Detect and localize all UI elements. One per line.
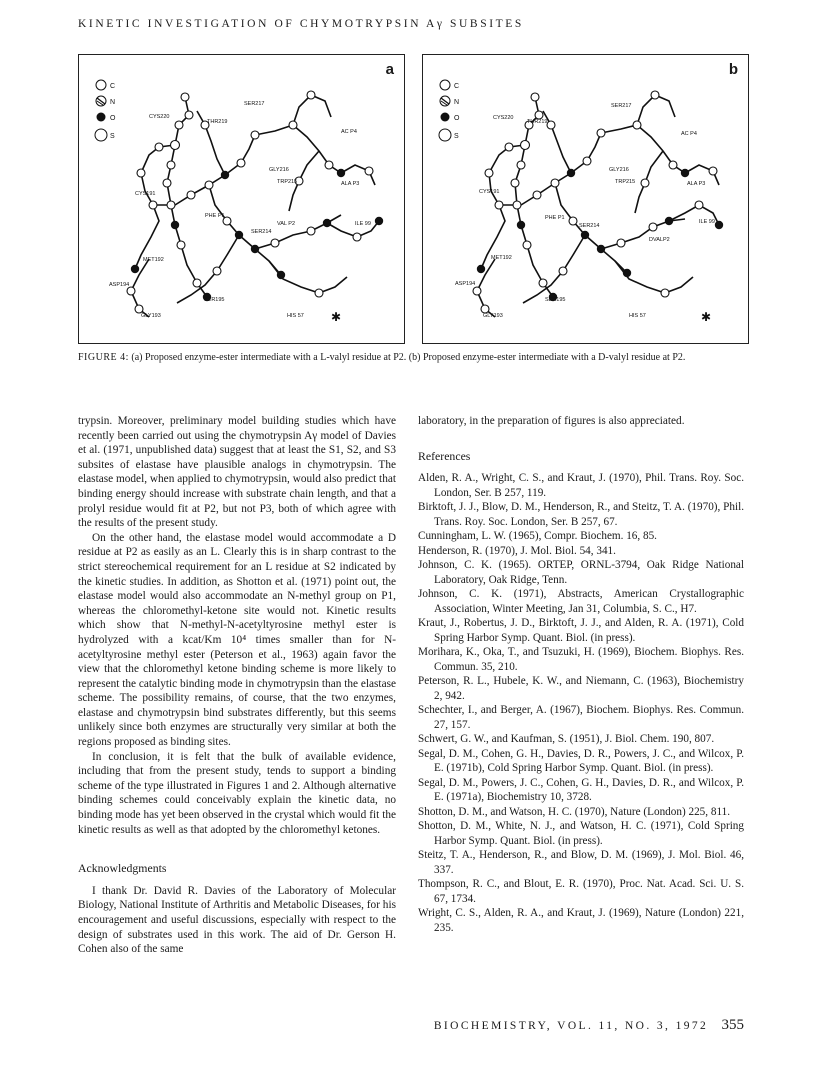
journal-citation: BIOCHEMISTRY, VOL. 11, NO. 3, 1972 — [433, 1020, 709, 1032]
residue-label: THR219 — [207, 119, 228, 125]
residue-label: PHE P1 — [205, 213, 225, 219]
residue-label: HIS 57 — [629, 313, 646, 319]
residue-label: GLY193 — [141, 313, 161, 319]
residue-label: MET192 — [143, 257, 164, 263]
residue-label: ASP194 — [455, 281, 476, 287]
reference-item: Steitz, T. A., Henderson, R., and Blow, D. M. (1969), J. Mol. Biol. 46, 337. — [418, 849, 744, 876]
oxygen-atoms-b — [477, 169, 723, 301]
reference-item: Kraut, J., Robertus, J. D., Birktoft, J. J., and Alden, R. A. (1971), Cold Spring Harbor Symp. Quant. Biol. (in press). — [418, 617, 744, 644]
legend-label: O — [454, 115, 460, 122]
panel-letter-a: a — [385, 61, 394, 78]
asterisk-marker: ✱ — [331, 310, 342, 324]
legend-label: S — [454, 133, 459, 140]
residue-label: TRP215 — [277, 179, 298, 185]
residue-label: GLY193 — [483, 313, 503, 319]
residue-label: ILE 99 — [355, 221, 371, 227]
page-number: 355 — [721, 1017, 744, 1033]
residue-label: SER195 — [545, 297, 566, 303]
molecule-diagram-b — [423, 55, 748, 343]
acknowledgments-heading: Acknowledgments — [78, 861, 167, 876]
residue-label: ALA P3 — [341, 181, 360, 187]
running-head: KINETIC INVESTIGATION OF CHYMOTRYPSIN Aγ SUBSITES — [78, 18, 524, 30]
reference-list — [418, 471, 744, 935]
right-column — [418, 414, 744, 935]
page-footer — [418, 1017, 744, 1034]
residue-label: CYS220 — [493, 115, 514, 121]
figure-panel-a — [78, 54, 405, 344]
residue-label: TRP215 — [615, 179, 636, 185]
legend-label: N — [454, 99, 460, 106]
residue-label: GLY216 — [609, 167, 629, 173]
body-paragraph: In conclusion, it is felt that the bulk of available evidence, including that from the present study, tends to support a binding scheme of the type illustrated in Figures 1 and 2. Although alternative binding schemes could conceivably explain the kinetic data, no binding mode has yet been observed in the crystal which would fit the kinetic results as well as that adopted by the chloromethyl ketones. — [78, 750, 396, 836]
legend-a — [95, 80, 116, 141]
figure-panel-b — [422, 54, 749, 344]
residue-label: HIS 57 — [287, 313, 304, 319]
molecule-diagram-a — [79, 55, 404, 343]
residue-label: AC P4 — [341, 129, 357, 135]
body-paragraph: On the other hand, the elastase model would accommodate a D residue at P2 as easily as an L. Clearly this is in sharp contrast to the strict stereochemical requirement for an L residue at S2 indicated by the kinetic studies. In addition, as Shotton et al. (1971) point out, the elastase model would also accommodate an N-methyl group on P1, whereas the chloromethyl-ketone site would not. Kinetic results which show that N-methyl-N-acetyltyrosine methyl ester is hydrolyzed with a kcat/Km 10⁴ times smaller than for N-acetyltyrosine methyl ester (Peterson et al., 1963) again favor the view that the chloromethyl ketone binding scheme is more likely to represent the catalytic binding mode in chymotrypsin than the elastase scheme. The possibility remains, of course, that the two enzymes, elastase and chymotrypsin bind substrates differently, but this seems unlikely since both enzymes are structurally very similar at both the regions proposed as binding sites. — [78, 531, 396, 749]
reference-item: Schwert, G. W., and Kaufman, S. (1951), J. Biol. Chem. 190, 807. — [418, 733, 715, 746]
reference-item: Cunningham, L. W. (1965), Compr. Biochem. 16, 85. — [418, 530, 657, 543]
legend-label: O — [110, 115, 116, 122]
residue-label: GLY216 — [269, 167, 289, 173]
residue-label: SER214 — [251, 229, 272, 235]
residue-label: CYS220 — [149, 114, 170, 120]
residue-label: ILE 99 — [699, 219, 715, 225]
residue-label: ASP194 — [109, 282, 130, 288]
residue-label: VAL P2 — [277, 221, 296, 227]
legend-b — [439, 80, 460, 141]
reference-item: Johnson, C. K. (1971), Abstracts, American Crystallographic Association, Winter Meeting, Jan 31, Columbia, S. C., H7. — [418, 588, 744, 615]
residue-label: THR219 — [527, 119, 548, 125]
residue-label: CYS191 — [479, 189, 500, 195]
reference-item: Schechter, I., and Berger, A. (1967), Biochem. Biophys. Res. Commun. 27, 157. — [418, 704, 744, 731]
residue-label: SER195 — [204, 297, 225, 303]
caption-label: FIGURE 4: — [78, 352, 129, 363]
legend-label: S — [110, 133, 115, 140]
reference-item: Morihara, K., Oka, T., and Tsuzuki, H. (1969), Biochem. Biophys. Res. Commun. 35, 210. — [418, 646, 744, 673]
legend-label: N — [110, 99, 116, 106]
reference-item: Peterson, R. L., Hubele, K. W., and Niemann, C. (1963), Biochemistry 2, 942. — [418, 675, 744, 702]
body-paragraph: trypsin. Moreover, preliminary model building studies which have recently been carried out using the chymotrypsin Aγ model of Davies et al. (1971, unpublished data) suggest that at least the S1, S2, and S3 subsites of elastase have plausible analogs in chymotrypsin. The elastase model, when applied to chymotrypsin, would also predict that binding energy should increase with substrate chain length, and that a prolyl residue would fit at P2, but not P3, both of which agree with the results of the present study. — [78, 415, 396, 530]
residue-label: ALA P3 — [687, 181, 706, 187]
reference-item: Wright, C. S., Alden, R. A., and Kraut, J. (1969), Nature (London) 221, 235. — [418, 907, 744, 934]
reference-item: Alden, R. A., Wright, C. S., and Kraut, J. (1970), Phil. Trans. Roy. Soc. London, Ser. B 257, 119. — [418, 472, 744, 499]
reference-item: Shotton, D. M., White, N. J., and Watson, H. C. (1971), Cold Spring Harbor Symp. Quant. Biol. (in press). — [418, 820, 744, 847]
residue-labels-a — [109, 101, 371, 319]
residue-labels-b — [455, 103, 715, 319]
reference-item: Segal, D. M., Powers, J. C., Cohen, G. H., Davies, D. R., and Wilcox, P. E. (1971a), Biochemistry 10, 3728. — [418, 776, 744, 804]
atoms-b — [473, 91, 717, 313]
legend-label: C — [454, 83, 460, 90]
residue-label: SER217 — [244, 101, 265, 107]
reference-item: Shotton, D. M., and Watson, H. C. (1970), Nature (London) 225, 811. — [418, 805, 731, 818]
reference-item: Thompson, R. C., and Blout, E. R. (1970), Proc. Nat. Acad. Sci. U. S. 67, 1734. — [418, 878, 744, 905]
reference-item: Segal, D. M., Cohen, G. H., Davies, D. R., Powers, J. C., and Wilcox, P. E. (1971b), Cold Spring Harbor Symp. Quant. Biol. (in press). — [418, 747, 744, 775]
caption-text: (a) Proposed enzyme-ester intermediate with a L-valyl residue at P2. (b) Proposed enzyme-ester intermediate with a D-valyl residue at P2. — [131, 352, 686, 363]
asterisk-marker: ✱ — [701, 310, 712, 324]
panel-letter-b: b — [728, 61, 738, 78]
residue-label: DVALP2 — [649, 237, 670, 243]
reference-item: Johnson, C. K. (1965). ORTEP, ORNL-3794, Oak Ridge National Laboratory, Oak Ridge, Tenn. — [418, 559, 744, 586]
reference-item: Birktoft, J. J., Blow, D. M., Henderson, R., and Steitz, T. A. (1970), Phil. Trans. Roy. Soc. London, Ser. B 257, 67. — [418, 501, 744, 528]
references-heading: References — [418, 448, 471, 463]
residue-label: MET192 — [491, 255, 512, 261]
reference-item: Henderson, R. (1970), J. Mol. Biol. 54, 341. — [418, 544, 616, 557]
acknowledgments-text: I thank Dr. David R. Davies of the Laboratory of Molecular Biology, National Institute of Arthritis and Metabolic Diseases, for his encouragement and useful discussions, especially with respect to the design of substrates used in this work. The aid of Dr. Gerson H. Cohen also of the same — [78, 884, 396, 956]
atoms-a — [127, 91, 373, 313]
figure-caption — [78, 351, 744, 364]
residue-label: CYS191 — [135, 191, 156, 197]
residue-label: AC P4 — [681, 131, 697, 137]
residue-label: SER217 — [611, 103, 632, 109]
legend-label: C — [110, 83, 116, 90]
left-column — [78, 414, 396, 957]
residue-label: SER214 — [579, 223, 600, 229]
residue-label: PHE P1 — [545, 215, 565, 221]
continuation-paragraph: laboratory, in the preparation of figures is also appreciated. — [418, 415, 685, 427]
